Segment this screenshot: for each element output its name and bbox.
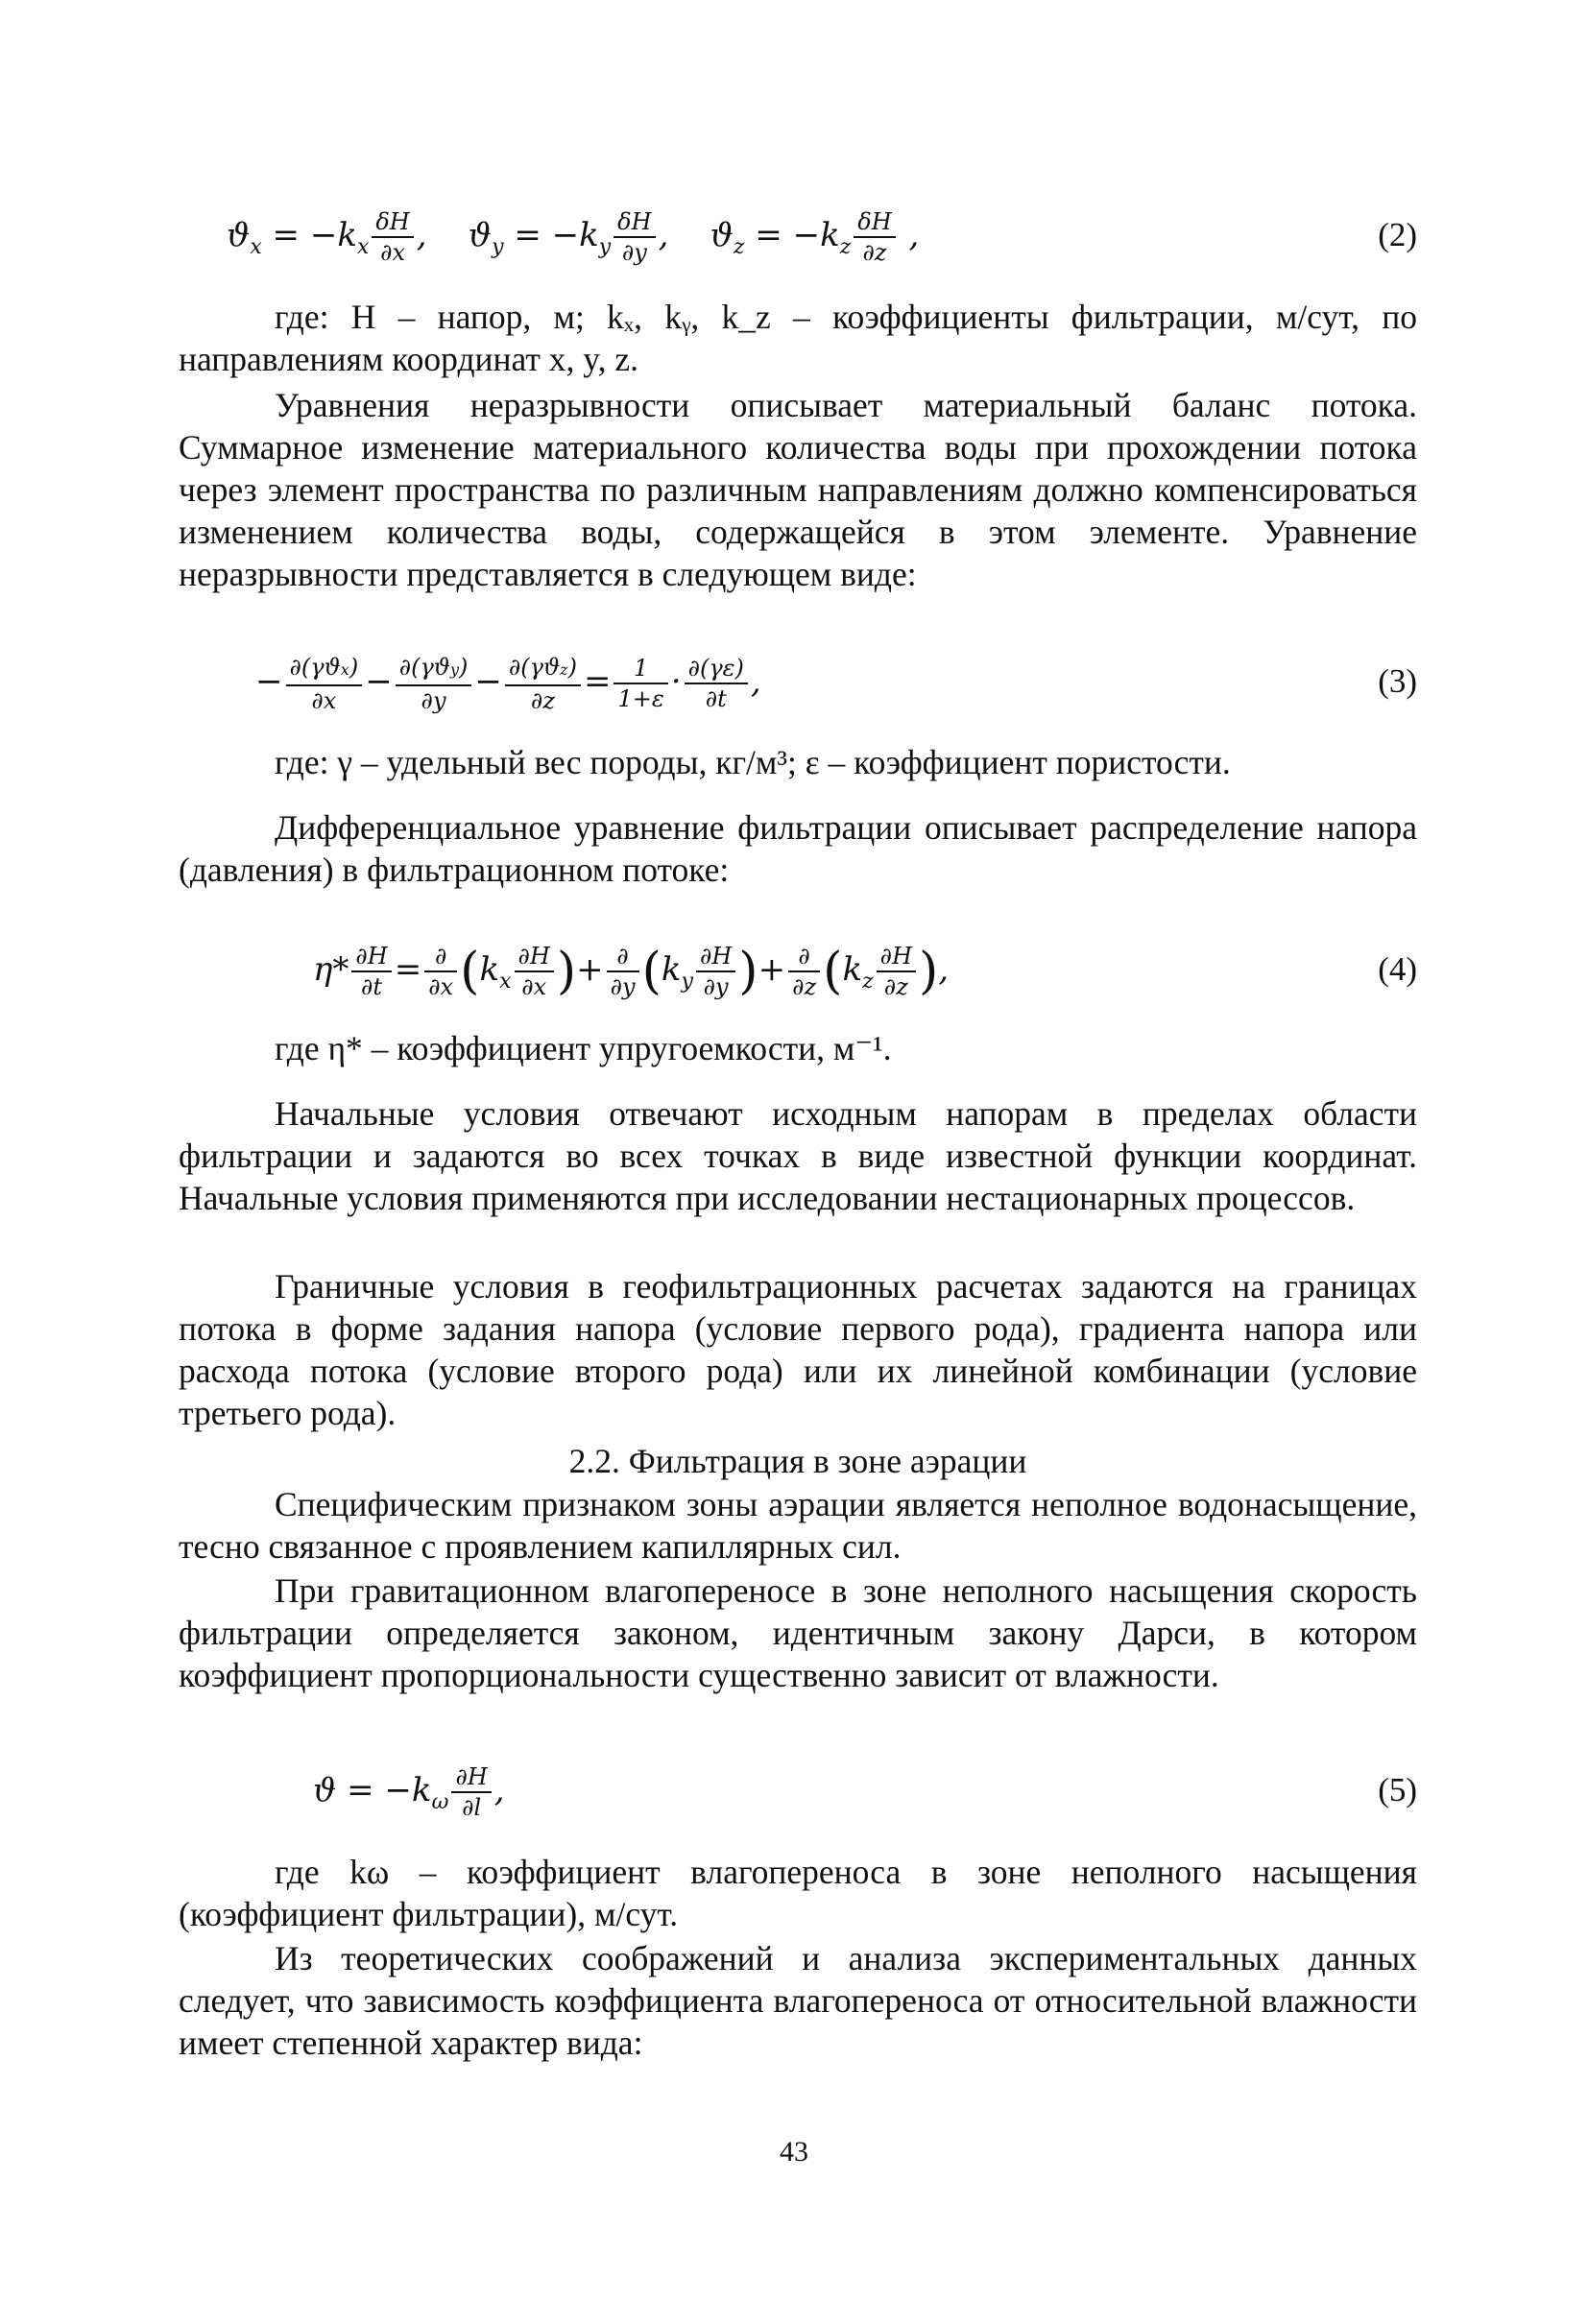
equation-3-number: (3) [1378, 662, 1417, 700]
paragraph-10: где kω – коэффициент влагопереноса в зоне неполного насыщения (коэффициент фильтрации), м/сут. [179, 1853, 1417, 1933]
equation-5-formula: $ϑ = -k_\omega$ $\frac{\partial H}{\partial l}$ , [313, 1763, 505, 1821]
paragraph-9: При гравитационном влагопереносе в зоне неполного насыщения скорость фильтрации определяется законом, идентичным закону Дарси, в котором коэффициент пропорциональности существенно зависит от влажности. [179, 1571, 1417, 1694]
paragraph-7: Граничные условия в геофильтрационных расчетах задаются на границах потока в форме задания напора (условие первого рода), градиента напора или расхода потока (условие второго рода) или их линейной комбинации (условие третьего рода). [179, 1267, 1417, 1432]
equation-3-formula: − $\frac{\text{∂(γϑx)}}{\partial x}$ − $\frac{\text{∂(γϑy)}}{\partial y}$ − $\frac{\text{∂(γϑz)}}{\partial z}$ = $\frac{1}{1+\varepsilon}$ · $\frac{\partial(\gamma\varepsilon)}{\partial t}$ , [255, 653, 761, 714]
paragraph-8: Специфическим признаком зоны аэрации является неполное водонасыщение, тесно связанное с проявлением капиллярных сил. [179, 1485, 1417, 1566]
equation-2 [179, 192, 1417, 278]
section-heading: 2.2. Фильтрация в зоне аэрации [568, 1442, 1027, 1480]
paragraph-3: где: γ – удельный вес породы, кг/м³; ε – коэффициент пористости. [275, 743, 1231, 781]
paragraph-11: Из теоретических соображений и анализа экспериментальных данных следует, что зависимость коэффициента влагопереноса от относительной влажности имеет степенной характер вида: [179, 1939, 1417, 2062]
equation-2-formula: $ϑ_x = -k_x$ $\frac{\delta H}{\partial x}$ , $ϑ_y = -k_y$ $\frac{\delta H}{\partial y}$ , $ϑ_z = -k_z$ $\frac{\delta H}{\partial z}$ , [227, 208, 920, 266]
equation-5-number: (5) [1378, 1771, 1417, 1809]
paragraph-1: где: H – напор, м; kₓ, kᵧ, k_z – коэффициенты фильтрации, м/сут, по направлениям координат x, y, z. [179, 298, 1417, 378]
paragraph-2: Уравнения неразрывности описывает материальный баланс потока. Суммарное изменение материального количества воды при прохождении потока через элемент пространства по различным направлениям должно компенсироваться изменением количества воды, содержащейся в этом элементе. Уравнение неразрывности представляется в следующем виде: [179, 386, 1417, 593]
paragraph-4: Дифференциальное уравнение фильтрации описывает распределение напора (давления) в фильтрационном потоке: [179, 808, 1417, 889]
paragraph-5: где η* – коэффициент упругоемкости, м⁻¹. [275, 1029, 892, 1067]
equation-5 [179, 1747, 1417, 1833]
page-number: 43 [780, 2136, 808, 2168]
equation-3 [179, 638, 1417, 725]
equation-4 [179, 926, 1417, 1013]
paragraph-6: Начальные условия отвечают исходным напорам в пределах области фильтрации и задаются во всех точках в виде известной функции координат. Начальные условия применяются при исследовании нестационарных процессов. [179, 1094, 1417, 1217]
equation-4-formula: η* $\frac{\partial H}{\partial t}$ = $\frac{\partial}{\partial x}$ ($k_x$ $\frac{\partial H}{\partial x}$ )+ $\frac{\partial}{\partial y}$ ($k_y$ $\frac{\partial H}{\partial y}$ )+ $\frac{\partial}{\partial z}$ ($k_z$ $\frac{\partial H}{\partial z}$ ), [313, 943, 950, 1000]
equation-2-number: (2) [1378, 216, 1417, 253]
equation-4-number: (4) [1378, 950, 1417, 988]
